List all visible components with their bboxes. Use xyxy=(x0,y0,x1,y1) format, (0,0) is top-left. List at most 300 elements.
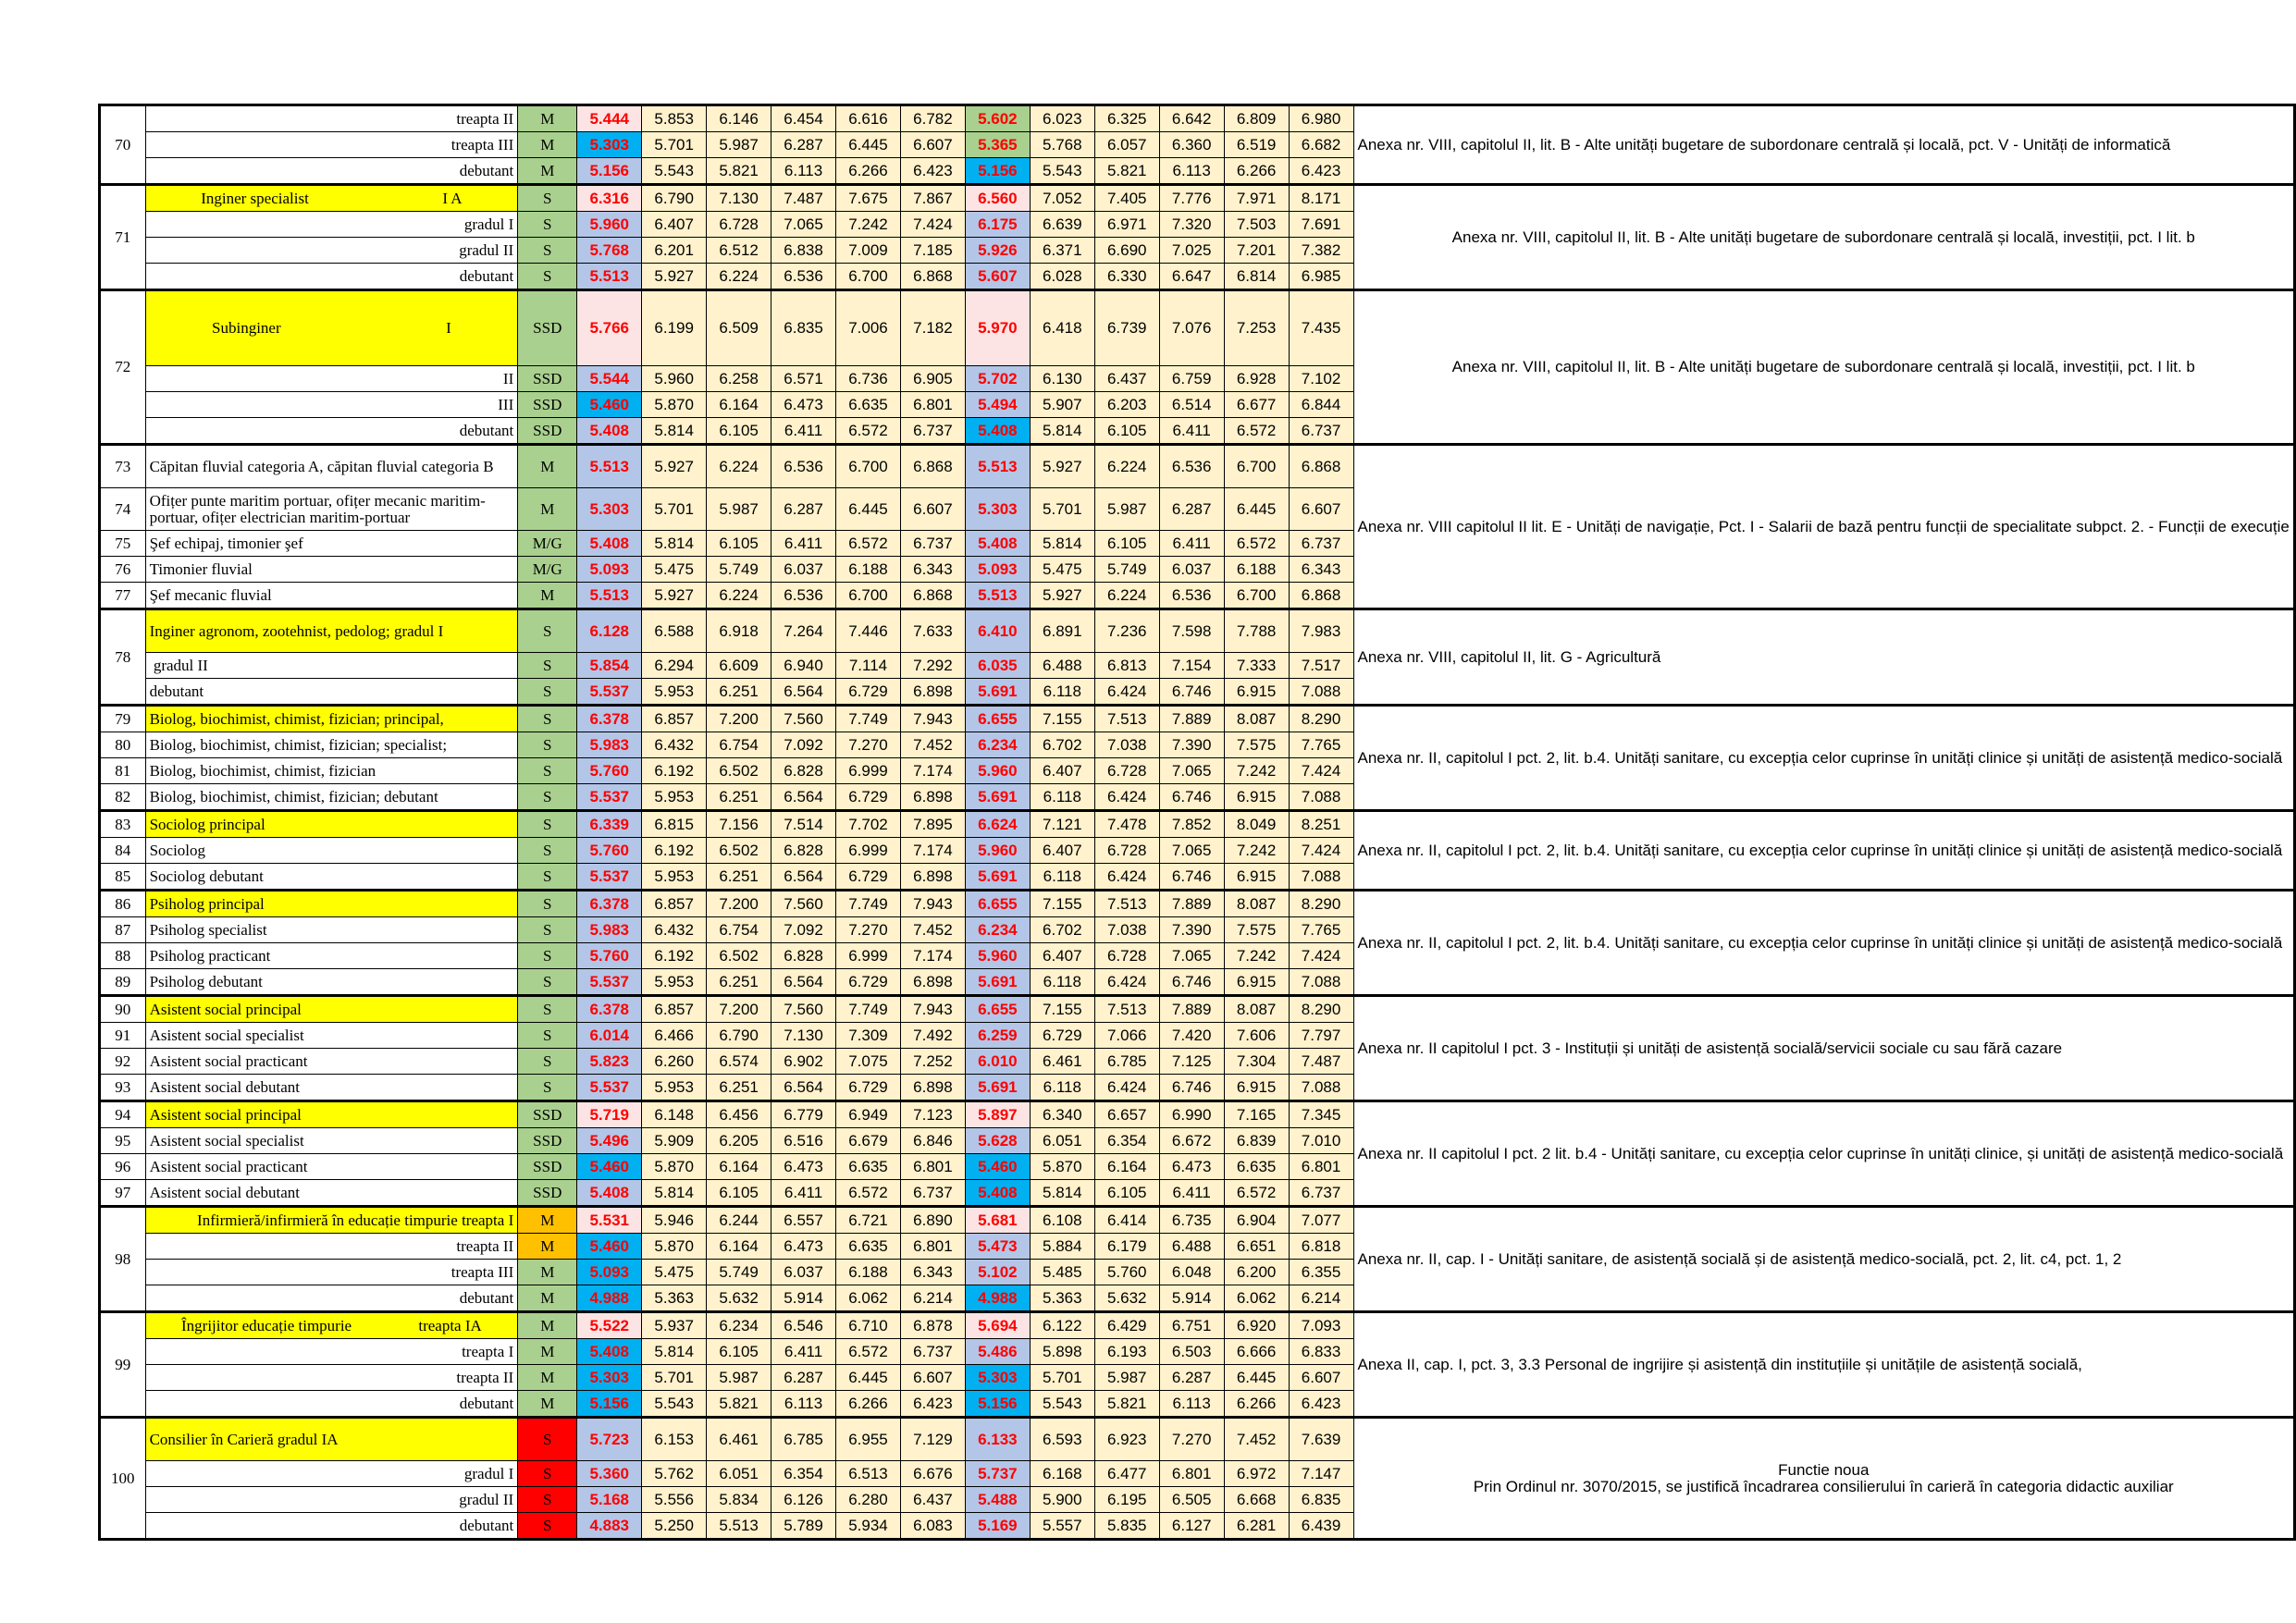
gradation-cell: 5.960 xyxy=(642,366,707,392)
gradation-cell: 7.487 xyxy=(772,185,836,212)
gradation-cell-2: 6.118 xyxy=(1030,969,1094,996)
studii-cell: S xyxy=(518,917,577,943)
studii-cell: M xyxy=(518,445,577,488)
gradation-cell-2: 6.751 xyxy=(1159,1312,1224,1339)
gradation-cell-2: 6.607 xyxy=(1289,1365,1353,1391)
gradation-cell: 5.749 xyxy=(707,557,772,583)
function-name-cell: Subinginer I xyxy=(145,290,518,366)
gradation-cell-2: 6.407 xyxy=(1030,943,1094,969)
gradation-cell-2: 6.168 xyxy=(1030,1461,1094,1487)
gradation-cell-2: 6.122 xyxy=(1030,1312,1094,1339)
row-number-cell: 95 xyxy=(100,1128,146,1154)
gradation-cell-2: 6.668 xyxy=(1224,1487,1289,1513)
gradation-cell-2: 6.657 xyxy=(1094,1101,1159,1128)
base-salary-cell-2: 5.702 xyxy=(965,366,1030,392)
gradation-cell-2: 6.281 xyxy=(1224,1513,1289,1540)
function-name-cell: Asistent social debutant xyxy=(145,1075,518,1101)
gradation-cell-2: 6.188 xyxy=(1224,557,1289,583)
function-name-cell: Psiholog practicant xyxy=(145,943,518,969)
gradation-cell: 6.828 xyxy=(772,838,836,864)
gradation-cell: 7.065 xyxy=(772,212,836,238)
gradation-cell: 6.574 xyxy=(707,1049,772,1075)
gradation-cell-2: 5.814 xyxy=(1030,531,1094,557)
row-number-cell: 96 xyxy=(100,1154,146,1180)
row-number-cell: 90 xyxy=(100,996,146,1023)
base-salary-cell-2: 5.303 xyxy=(965,1365,1030,1391)
gradation-cell-2: 6.429 xyxy=(1094,1312,1159,1339)
gradation-cell: 6.940 xyxy=(772,653,836,679)
base-salary-cell: 5.156 xyxy=(577,158,642,185)
gradation-cell-2: 7.077 xyxy=(1289,1207,1353,1234)
gradation-cell-2: 6.728 xyxy=(1094,838,1159,864)
studii-cell: S xyxy=(518,1023,577,1049)
gradation-cell: 6.737 xyxy=(900,531,965,557)
gradation-cell-2: 7.639 xyxy=(1289,1418,1353,1461)
base-salary-cell: 5.360 xyxy=(577,1461,642,1487)
gradation-cell-2: 5.485 xyxy=(1030,1260,1094,1285)
gradation-cell-2: 6.635 xyxy=(1224,1154,1289,1180)
gradation-cell: 6.445 xyxy=(836,488,901,531)
gradation-cell-2: 5.907 xyxy=(1030,392,1094,418)
gradation-cell: 7.174 xyxy=(900,838,965,864)
gradation-cell-2: 6.785 xyxy=(1094,1049,1159,1075)
gradation-cell-2: 5.632 xyxy=(1094,1285,1159,1312)
gradation-cell: 6.205 xyxy=(707,1128,772,1154)
gradation-cell-2: 7.765 xyxy=(1289,917,1353,943)
gradation-cell: 7.943 xyxy=(900,706,965,732)
studii-cell: M xyxy=(518,583,577,609)
gradation-cell-2: 7.155 xyxy=(1030,891,1094,917)
gradation-cell-2: 6.818 xyxy=(1289,1234,1353,1260)
gradation-cell: 6.105 xyxy=(707,418,772,445)
gradation-cell-2: 6.118 xyxy=(1030,679,1094,706)
gradation-cell: 5.814 xyxy=(642,531,707,557)
annex-reference-cell: Anexa nr. VIII, capitolul II, lit. B - Alte unități bugetare de subordonare centrală și locală, investiții, pct. I lit. b xyxy=(1353,185,2294,290)
gradation-cell: 6.343 xyxy=(900,557,965,583)
base-salary-cell: 5.537 xyxy=(577,679,642,706)
row-number-cell: 80 xyxy=(100,732,146,758)
table-row xyxy=(100,290,2295,366)
gradation-cell: 7.200 xyxy=(707,891,772,917)
base-salary-cell: 5.460 xyxy=(577,392,642,418)
base-salary-cell: 5.303 xyxy=(577,1365,642,1391)
gradation-cell: 6.192 xyxy=(642,838,707,864)
gradation-cell-2: 6.915 xyxy=(1224,969,1289,996)
gradation-cell: 6.512 xyxy=(707,238,772,264)
gradation-cell: 5.543 xyxy=(642,158,707,185)
gradation-cell-2: 6.985 xyxy=(1289,264,1353,290)
gradation-cell-2: 6.505 xyxy=(1159,1487,1224,1513)
gradation-cell-2: 6.200 xyxy=(1224,1260,1289,1285)
gradation-cell: 5.834 xyxy=(707,1487,772,1513)
function-name-cell: gradul I xyxy=(145,1461,518,1487)
gradation-cell: 6.700 xyxy=(836,445,901,488)
gradation-cell: 6.635 xyxy=(836,1234,901,1260)
gradation-cell: 6.188 xyxy=(836,1260,901,1285)
gradation-cell: 7.242 xyxy=(836,212,901,238)
gradation-cell: 6.466 xyxy=(642,1023,707,1049)
gradation-cell-2: 6.411 xyxy=(1159,418,1224,445)
function-name-cell: Biolog, biochimist, chimist, fizician; specialist; xyxy=(145,732,518,758)
base-salary-cell: 5.537 xyxy=(577,784,642,811)
gradation-cell: 7.270 xyxy=(836,917,901,943)
gradation-cell: 6.754 xyxy=(707,732,772,758)
gradation-cell-2: 6.814 xyxy=(1224,264,1289,290)
base-salary-cell-2: 5.169 xyxy=(965,1513,1030,1540)
gradation-cell-2: 6.127 xyxy=(1159,1513,1224,1540)
row-number-cell: 70 xyxy=(100,105,146,185)
gradation-cell: 6.564 xyxy=(772,864,836,891)
gradation-cell: 6.164 xyxy=(707,1234,772,1260)
gradation-cell: 5.953 xyxy=(642,969,707,996)
gradation-cell-2: 6.108 xyxy=(1030,1207,1094,1234)
base-salary-cell-2: 5.960 xyxy=(965,943,1030,969)
function-name-cell: Psiholog debutant xyxy=(145,969,518,996)
annex-reference-cell: Anexa nr. II, capitolul I pct. 2, lit. b.4. Unități sanitare, cu excepția celor cuprinse în unități clinice și unități de asistență medico-socială xyxy=(1353,706,2294,811)
table-row xyxy=(100,706,2295,732)
function-name-cell: Biolog, biochimist, chimist, fizician; debutant xyxy=(145,784,518,811)
gradation-cell-2: 6.833 xyxy=(1289,1339,1353,1365)
gradation-cell-2: 6.920 xyxy=(1224,1312,1289,1339)
gradation-cell: 6.918 xyxy=(707,609,772,653)
gradation-cell-2: 6.915 xyxy=(1224,864,1289,891)
gradation-cell: 7.446 xyxy=(836,609,901,653)
gradation-cell: 5.814 xyxy=(642,1180,707,1207)
gradation-cell-2: 6.371 xyxy=(1030,238,1094,264)
gradation-cell-2: 6.639 xyxy=(1030,212,1094,238)
gradation-cell: 6.258 xyxy=(707,366,772,392)
gradation-cell: 6.502 xyxy=(707,943,772,969)
function-name-cell: debutant xyxy=(145,264,518,290)
gradation-cell-2: 7.487 xyxy=(1289,1049,1353,1075)
gradation-cell-2: 6.488 xyxy=(1159,1234,1224,1260)
gradation-cell: 6.411 xyxy=(772,1180,836,1207)
annex-reference-cell: Anexa nr. II, cap. I - Unități sanitare, de asistență socială și de asistență medico-socială, pct. 2, lit. c4, pct. 1, 2 xyxy=(1353,1207,2294,1312)
gradation-cell: 6.868 xyxy=(900,264,965,290)
gradation-cell-2: 6.642 xyxy=(1159,105,1224,132)
gradation-cell-2: 6.411 xyxy=(1159,531,1224,557)
gradation-cell-2: 7.038 xyxy=(1094,732,1159,758)
gradation-cell-2: 5.987 xyxy=(1094,488,1159,531)
gradation-cell-2: 6.224 xyxy=(1094,583,1159,609)
function-name-cell: treapta II xyxy=(145,105,518,132)
gradation-cell-2: 5.475 xyxy=(1030,557,1094,583)
gradation-cell: 5.749 xyxy=(707,1260,772,1285)
gradation-cell: 6.607 xyxy=(900,488,965,531)
gradation-cell: 6.572 xyxy=(836,1339,901,1365)
gradation-cell-2: 7.889 xyxy=(1159,891,1224,917)
gradation-cell-2: 7.038 xyxy=(1094,917,1159,943)
gradation-cell-2: 6.729 xyxy=(1030,1023,1094,1049)
gradation-cell-2: 7.852 xyxy=(1159,811,1224,838)
function-name-cell: Sociolog debutant xyxy=(145,864,518,891)
gradation-cell-2: 7.320 xyxy=(1159,212,1224,238)
studii-cell: S xyxy=(518,732,577,758)
studii-cell: SSD xyxy=(518,418,577,445)
row-number-cell: 81 xyxy=(100,758,146,784)
gradation-cell: 6.564 xyxy=(772,679,836,706)
gradation-cell: 6.251 xyxy=(707,784,772,811)
function-name-cell: Asistent social practicant xyxy=(145,1049,518,1075)
gradation-cell-2: 7.065 xyxy=(1159,758,1224,784)
gradation-cell-2: 6.915 xyxy=(1224,1075,1289,1101)
function-name-cell: Asistent social principal xyxy=(145,996,518,1023)
gradation-cell: 7.130 xyxy=(772,1023,836,1049)
gradation-cell: 6.432 xyxy=(642,917,707,943)
gradation-cell: 6.062 xyxy=(836,1285,901,1312)
gradation-cell: 7.943 xyxy=(900,996,965,1023)
table-row xyxy=(100,811,2295,838)
gradation-cell-2: 8.049 xyxy=(1224,811,1289,838)
gradation-cell: 6.846 xyxy=(900,1128,965,1154)
gradation-cell-2: 7.598 xyxy=(1159,609,1224,653)
gradation-cell-2: 7.575 xyxy=(1224,732,1289,758)
base-salary-cell: 5.760 xyxy=(577,758,642,784)
gradation-cell: 6.898 xyxy=(900,1075,965,1101)
gradation-cell-2: 6.928 xyxy=(1224,366,1289,392)
function-name-cell: debutant xyxy=(145,1391,518,1418)
studii-cell: S xyxy=(518,653,577,679)
gradation-cell-2: 8.087 xyxy=(1224,706,1289,732)
gradation-cell-2: 8.290 xyxy=(1289,891,1353,917)
gradation-cell: 6.473 xyxy=(772,1154,836,1180)
gradation-cell: 7.633 xyxy=(900,609,965,653)
function-name-cell: Ofițer punte maritim portuar, ofițer mecanic maritim-portuar, ofițer electrician maritim-portuar xyxy=(145,488,518,531)
function-name-cell: Biolog, biochimist, chimist, fizician; principal, xyxy=(145,706,518,732)
gradation-cell: 6.343 xyxy=(900,1260,965,1285)
gradation-cell-2: 6.844 xyxy=(1289,392,1353,418)
gradation-cell-2: 8.087 xyxy=(1224,996,1289,1023)
base-salary-cell: 5.768 xyxy=(577,238,642,264)
gradation-cell: 6.432 xyxy=(642,732,707,758)
studii-cell: SSD xyxy=(518,392,577,418)
gradation-cell: 6.456 xyxy=(707,1101,772,1128)
base-salary-cell: 5.444 xyxy=(577,105,642,132)
gradation-cell-2: 7.010 xyxy=(1289,1128,1353,1154)
gradation-cell: 7.270 xyxy=(836,732,901,758)
gradation-cell: 6.737 xyxy=(900,1180,965,1207)
gradation-cell: 6.557 xyxy=(772,1207,836,1234)
gradation-cell-2: 6.407 xyxy=(1030,838,1094,864)
gradation-cell: 6.234 xyxy=(707,1312,772,1339)
gradation-cell: 6.461 xyxy=(707,1418,772,1461)
table-row xyxy=(100,105,2295,132)
gradation-cell: 6.051 xyxy=(707,1461,772,1487)
gradation-cell-2: 6.105 xyxy=(1094,1180,1159,1207)
gradation-cell: 5.927 xyxy=(642,264,707,290)
base-salary-cell-2: 5.365 xyxy=(965,132,1030,158)
gradation-cell-2: 6.801 xyxy=(1289,1154,1353,1180)
gradation-cell-2: 7.382 xyxy=(1289,238,1353,264)
gradation-cell: 5.870 xyxy=(642,1154,707,1180)
gradation-cell: 6.199 xyxy=(642,290,707,366)
base-salary-cell-2: 5.303 xyxy=(965,488,1030,531)
table-row xyxy=(100,445,2295,488)
base-salary-cell-2: 5.960 xyxy=(965,758,1030,784)
gradation-cell-2: 6.839 xyxy=(1224,1128,1289,1154)
row-number-cell: 75 xyxy=(100,531,146,557)
gradation-cell: 5.914 xyxy=(772,1285,836,1312)
gradation-cell: 6.564 xyxy=(772,1075,836,1101)
base-salary-cell-2: 6.560 xyxy=(965,185,1030,212)
studii-cell: M xyxy=(518,132,577,158)
gradation-cell: 5.543 xyxy=(642,1391,707,1418)
gradation-cell-2: 6.746 xyxy=(1159,1075,1224,1101)
gradation-cell: 6.572 xyxy=(836,531,901,557)
gradation-cell: 6.164 xyxy=(707,392,772,418)
gradation-cell: 7.560 xyxy=(772,996,836,1023)
gradation-cell-2: 5.749 xyxy=(1094,557,1159,583)
table-row xyxy=(100,609,2295,653)
gradation-cell: 6.790 xyxy=(642,185,707,212)
gradation-cell-2: 7.345 xyxy=(1289,1101,1353,1128)
gradation-cell: 5.701 xyxy=(642,1365,707,1391)
base-salary-cell: 6.339 xyxy=(577,811,642,838)
function-name-cell: Inginer agronom, zootehnist, pedolog; gradul I xyxy=(145,609,518,653)
gradation-cell: 7.492 xyxy=(900,1023,965,1049)
gradation-cell-2: 8.171 xyxy=(1289,185,1353,212)
gradation-cell: 6.287 xyxy=(772,1365,836,1391)
function-name-cell: debutant xyxy=(145,1285,518,1312)
gradation-cell-2: 8.087 xyxy=(1224,891,1289,917)
gradation-cell: 6.251 xyxy=(707,864,772,891)
studii-cell: S xyxy=(518,238,577,264)
function-name-cell: Şef echipaj, timonier şef xyxy=(145,531,518,557)
gradation-cell: 7.156 xyxy=(707,811,772,838)
gradation-cell: 7.560 xyxy=(772,891,836,917)
gradation-cell-2: 6.330 xyxy=(1094,264,1159,290)
gradation-cell: 5.513 xyxy=(707,1513,772,1540)
gradation-cell-2: 6.607 xyxy=(1289,488,1353,531)
gradation-cell: 6.999 xyxy=(836,758,901,784)
gradation-cell-2: 6.224 xyxy=(1094,445,1159,488)
base-salary-cell-2: 5.628 xyxy=(965,1128,1030,1154)
gradation-cell-2: 6.728 xyxy=(1094,758,1159,784)
gradation-cell: 6.445 xyxy=(836,1365,901,1391)
gradation-cell-2: 7.155 xyxy=(1030,706,1094,732)
gradation-cell: 5.927 xyxy=(642,583,707,609)
studii-cell: M xyxy=(518,1339,577,1365)
gradation-cell: 7.452 xyxy=(900,732,965,758)
gradation-cell: 6.857 xyxy=(642,891,707,917)
gradation-cell-2: 6.266 xyxy=(1224,158,1289,185)
gradation-cell: 7.702 xyxy=(836,811,901,838)
studii-cell: S xyxy=(518,891,577,917)
base-salary-cell: 6.014 xyxy=(577,1023,642,1049)
gradation-cell-2: 7.390 xyxy=(1159,917,1224,943)
gradation-cell: 6.502 xyxy=(707,758,772,784)
gradation-cell: 7.092 xyxy=(772,732,836,758)
gradation-cell-2: 7.088 xyxy=(1289,1075,1353,1101)
gradation-cell-2: 6.593 xyxy=(1030,1418,1094,1461)
gradation-cell-2: 6.424 xyxy=(1094,969,1159,996)
gradation-cell-2: 6.340 xyxy=(1030,1101,1094,1128)
base-salary-cell-2: 5.737 xyxy=(965,1461,1030,1487)
function-name-cell: Şef mecanic fluvial xyxy=(145,583,518,609)
base-salary-cell: 5.168 xyxy=(577,1487,642,1513)
gradation-cell-2: 6.461 xyxy=(1030,1049,1094,1075)
gradation-cell-2: 6.407 xyxy=(1030,758,1094,784)
gradation-cell-2: 6.445 xyxy=(1224,488,1289,531)
gradation-cell-2: 7.424 xyxy=(1289,838,1353,864)
studii-cell: M xyxy=(518,1207,577,1234)
annex-reference-cell: Anexa nr. VIII capitolul II lit. E - Unități de navigație, Pct. I - Salarii de bază pentru funcții de specialitate subpct. 2. - Funcții de execuție xyxy=(1353,445,2294,609)
gradation-cell: 6.721 xyxy=(836,1207,901,1234)
base-salary-cell-2: 5.460 xyxy=(965,1154,1030,1180)
function-name-cell: debutant xyxy=(145,1513,518,1540)
gradation-cell: 6.790 xyxy=(707,1023,772,1049)
gradation-cell: 6.898 xyxy=(900,969,965,996)
gradation-cell: 6.411 xyxy=(772,418,836,445)
gradation-cell: 5.953 xyxy=(642,864,707,891)
base-salary-cell-2: 5.156 xyxy=(965,1391,1030,1418)
base-salary-cell-2: 5.408 xyxy=(965,418,1030,445)
gradation-cell-2: 5.543 xyxy=(1030,158,1094,185)
base-salary-cell: 5.960 xyxy=(577,212,642,238)
gradation-cell: 6.736 xyxy=(836,366,901,392)
gradation-cell: 5.909 xyxy=(642,1128,707,1154)
gradation-cell: 6.251 xyxy=(707,679,772,706)
base-salary-cell: 5.513 xyxy=(577,445,642,488)
gradation-cell: 7.867 xyxy=(900,185,965,212)
gradation-cell: 7.182 xyxy=(900,290,965,366)
base-salary-cell: 6.378 xyxy=(577,706,642,732)
gradation-cell-2: 7.242 xyxy=(1224,838,1289,864)
base-salary-cell-2: 5.897 xyxy=(965,1101,1030,1128)
gradation-cell-2: 6.737 xyxy=(1289,531,1353,557)
gradation-cell-2: 6.418 xyxy=(1030,290,1094,366)
gradation-cell: 6.266 xyxy=(836,158,901,185)
function-name-cell: Asistent social debutant xyxy=(145,1180,518,1207)
gradation-cell-2: 6.503 xyxy=(1159,1339,1224,1365)
row-number-cell: 86 xyxy=(100,891,146,917)
gradation-cell-2: 6.735 xyxy=(1159,1207,1224,1234)
function-name-cell: Asistent social specialist xyxy=(145,1023,518,1049)
row-number-cell: 89 xyxy=(100,969,146,996)
studii-cell: S xyxy=(518,758,577,784)
studii-cell: M/G xyxy=(518,531,577,557)
gradation-cell: 5.987 xyxy=(707,488,772,531)
gradation-cell: 5.987 xyxy=(707,132,772,158)
gradation-cell-2: 6.477 xyxy=(1094,1461,1159,1487)
gradation-cell-2: 7.333 xyxy=(1224,653,1289,679)
gradation-cell: 6.423 xyxy=(900,1391,965,1418)
gradation-cell: 6.473 xyxy=(772,1234,836,1260)
gradation-cell-2: 6.424 xyxy=(1094,784,1159,811)
gradation-cell-2: 6.702 xyxy=(1030,917,1094,943)
studii-cell: SSD xyxy=(518,290,577,366)
base-salary-cell: 5.513 xyxy=(577,264,642,290)
gradation-cell-2: 6.037 xyxy=(1159,557,1224,583)
gradation-cell: 6.779 xyxy=(772,1101,836,1128)
gradation-cell-2: 6.700 xyxy=(1224,445,1289,488)
gradation-cell-2: 6.473 xyxy=(1159,1154,1224,1180)
gradation-cell: 7.130 xyxy=(707,185,772,212)
studii-cell: M xyxy=(518,1234,577,1260)
function-name-cell: treapta II xyxy=(145,1234,518,1260)
base-salary-cell: 5.544 xyxy=(577,366,642,392)
gradation-cell-2: 6.437 xyxy=(1094,366,1159,392)
studii-cell: M xyxy=(518,105,577,132)
gradation-cell-2: 7.513 xyxy=(1094,996,1159,1023)
gradation-cell: 5.870 xyxy=(642,392,707,418)
gradation-cell: 6.126 xyxy=(772,1487,836,1513)
row-number-cell: 94 xyxy=(100,1101,146,1128)
base-salary-cell: 6.378 xyxy=(577,891,642,917)
gradation-cell: 6.536 xyxy=(772,264,836,290)
gradation-cell: 6.801 xyxy=(900,1234,965,1260)
gradation-cell: 6.890 xyxy=(900,1207,965,1234)
